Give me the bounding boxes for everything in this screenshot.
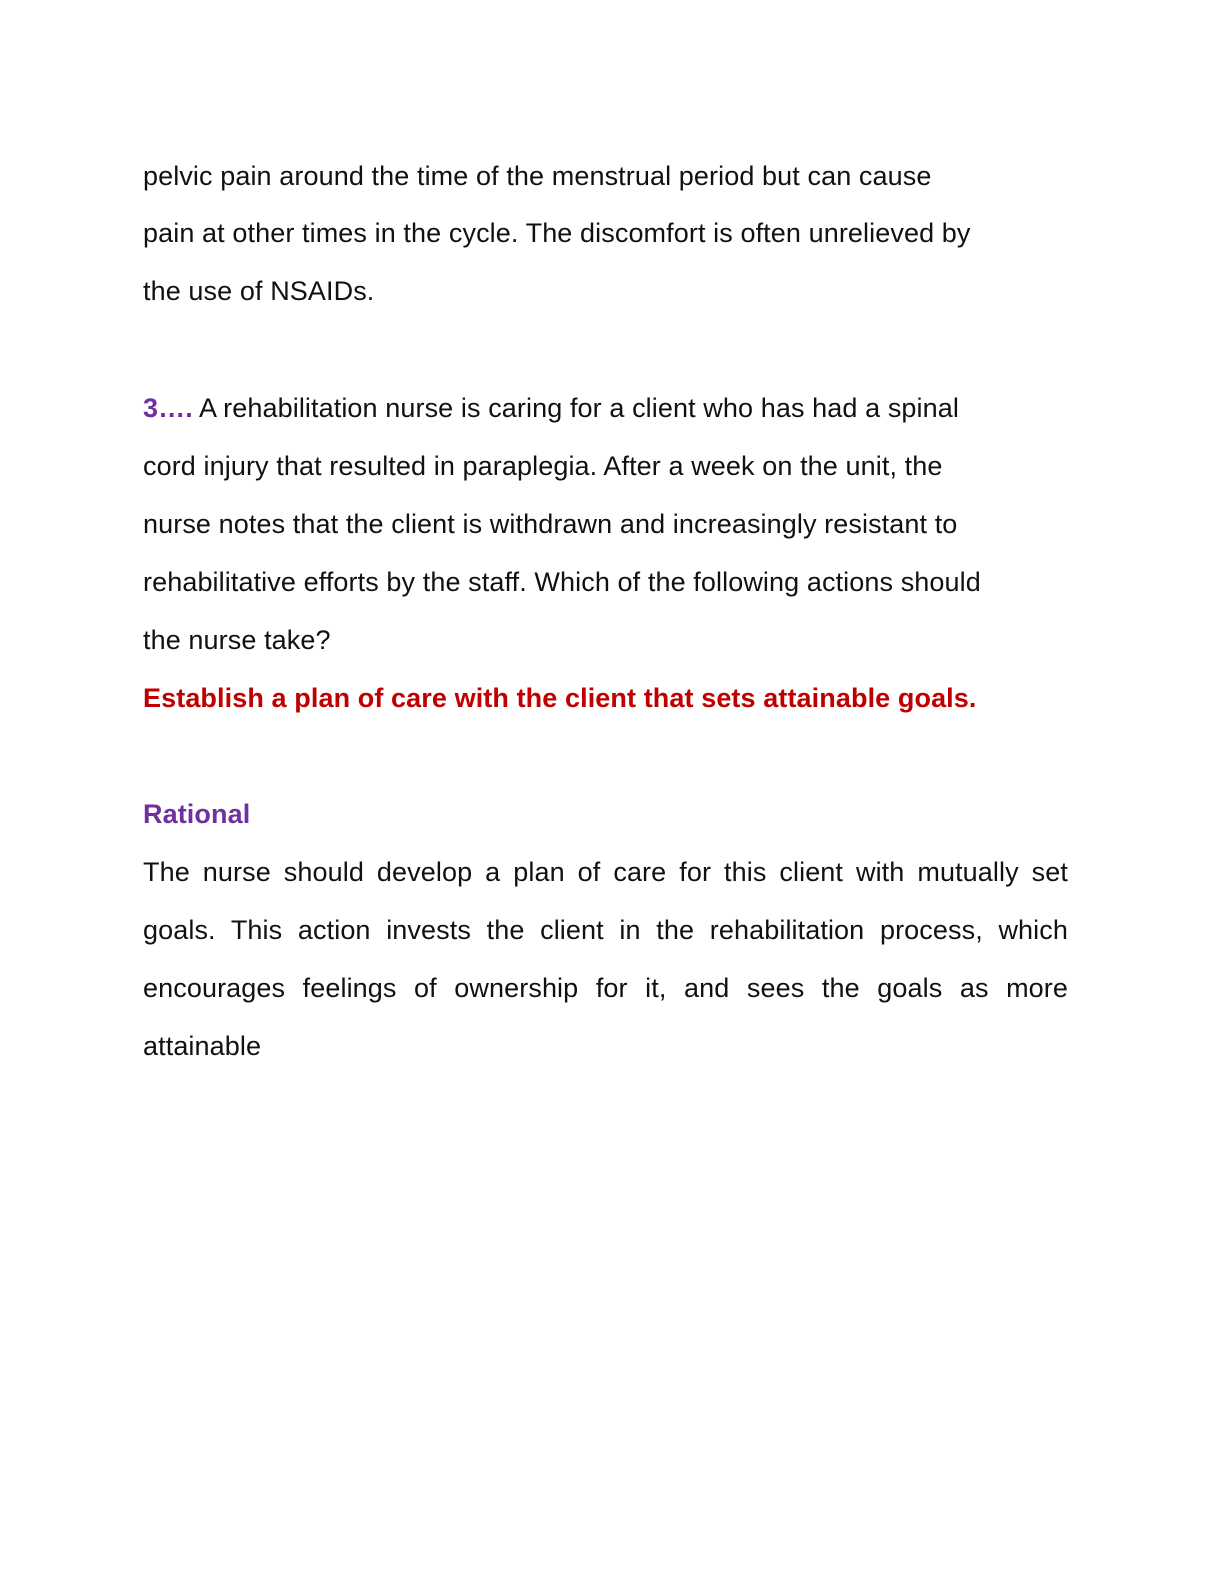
question-line-4: rehabilitative efforts by the staff. Which of the following actions should: [143, 567, 981, 597]
intro-line-1: pelvic pain around the time of the menstrual period but can cause: [143, 161, 932, 191]
intro-line-3: the use of NSAIDs.: [143, 276, 375, 306]
answer-text: Establish a plan of care with the client that sets attainable goals.: [143, 683, 977, 713]
rationale-line-4: attainable: [143, 1031, 262, 1061]
rationale-heading: Rational: [143, 799, 251, 829]
rationale-line-3: encourages feelings of ownership for it, and sees the goals as more: [143, 973, 1068, 1003]
rationale-line-2: goals. This action invests the client in the rehabilitation process, which: [143, 915, 1068, 945]
question-line-3: nurse notes that the client is withdrawn and increasingly resistant to: [143, 509, 958, 539]
rationale-line-1: The nurse should develop a plan of care for this client with mutually set: [143, 857, 1068, 887]
question-text-start: A rehabilitation nurse is caring for a client who has had a spinal: [192, 393, 959, 423]
question-line-1: [143, 390, 959, 426]
question-line-5: the nurse take?: [143, 625, 331, 655]
intro-line-2: pain at other times in the cycle. The discomfort is often unrelieved by: [143, 218, 971, 248]
question-number: 3….: [143, 393, 193, 423]
question-line-2: cord injury that resulted in paraplegia. After a week on the unit, the: [143, 451, 943, 481]
